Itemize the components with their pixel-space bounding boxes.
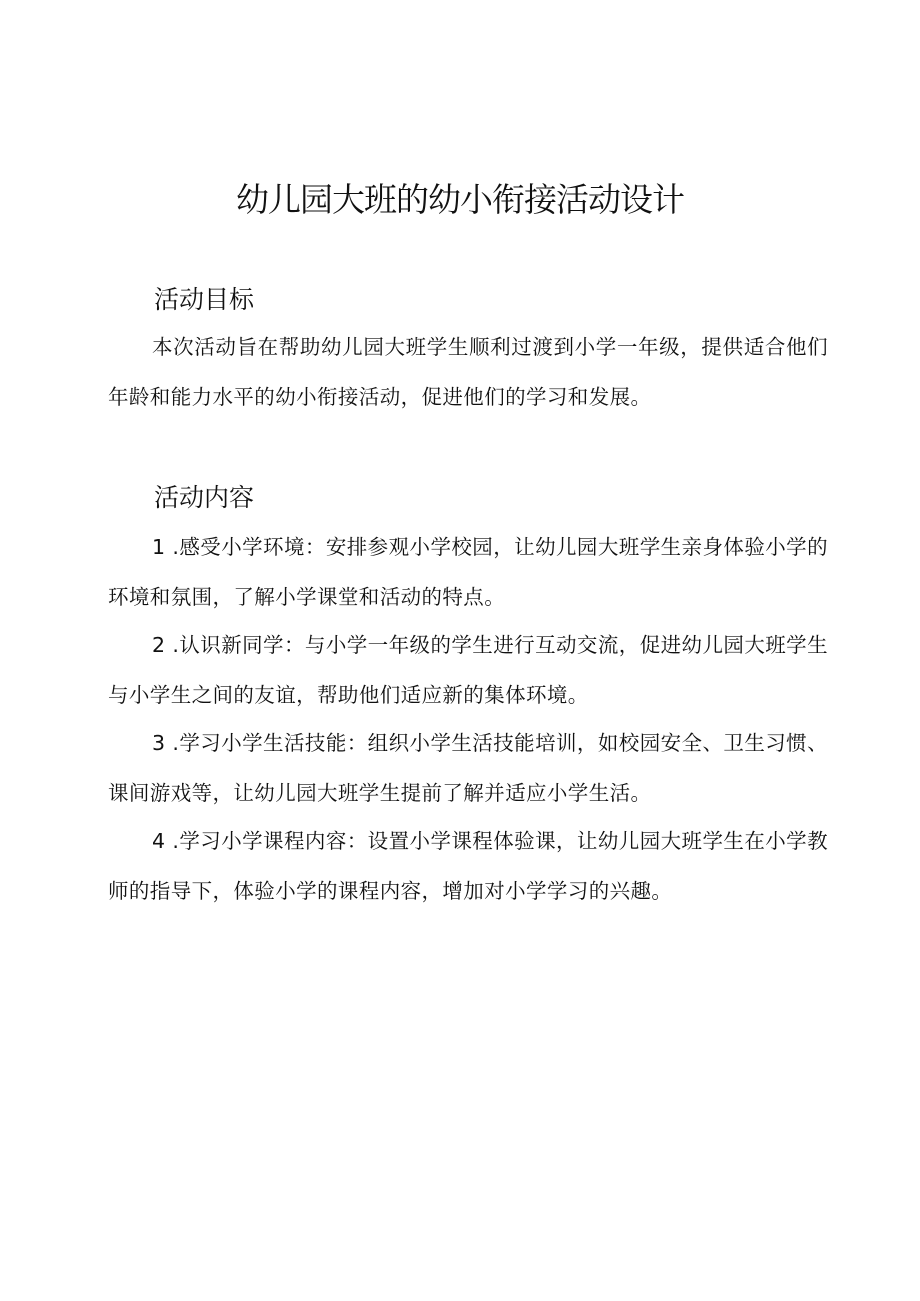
content-item-4 xyxy=(108,816,828,916)
content-item-2 xyxy=(108,620,828,720)
section-heading-goal: 活动目标 xyxy=(154,285,255,314)
item-text: 学习小学课程内容：设置小学课程体验课，让幼儿园大班学生在小学教师的指导下，体验小学的课程内容，增加对小学学习的兴趣。 xyxy=(108,829,828,903)
item-text: 学习小学生活技能：组织小学生活技能培训，如校园安全、卫生习惯、课间游戏等，让幼儿园大班学生提前了解并适应小学生活。 xyxy=(108,731,828,805)
goal-paragraph: 本次活动旨在帮助幼儿园大班学生顺利过渡到小学一年级，提供适合他们年龄和能力水平的幼小衔接活动，促进他们的学习和发展。 xyxy=(108,335,828,409)
item-number: 3 . xyxy=(152,731,180,755)
content-item-1 xyxy=(108,522,828,622)
document-title: 幼儿园大班的幼小衔接活动设计 xyxy=(236,180,684,219)
section-heading-content: 活动内容 xyxy=(154,483,255,512)
item-number: 1 . xyxy=(152,535,180,559)
item-number: 2 . xyxy=(152,633,180,657)
content-item-3 xyxy=(108,718,828,818)
item-number: 4 . xyxy=(152,829,180,853)
item-text: 感受小学环境：安排参观小学校园，让幼儿园大班学生亲身体验小学的环境和氛围，了解小学课堂和活动的特点。 xyxy=(108,535,828,609)
item-text: 认识新同学：与小学一年级的学生进行互动交流，促进幼儿园大班学生与小学生之间的友谊，帮助他们适应新的集体环境。 xyxy=(108,633,828,707)
